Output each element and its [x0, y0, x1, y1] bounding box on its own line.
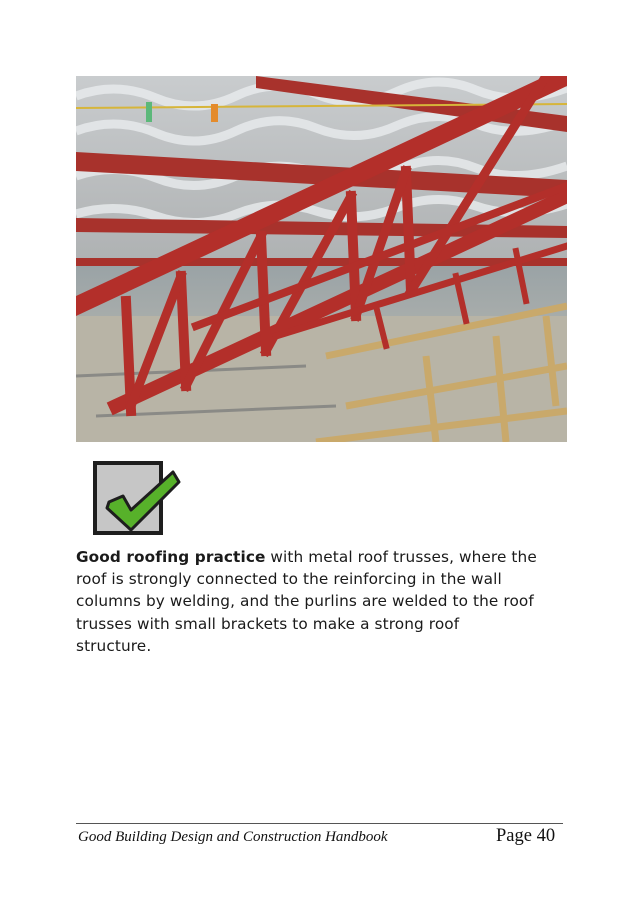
caption-line-1-rest: with metal roof trusses, where the [265, 548, 537, 566]
figure-caption [76, 546, 576, 657]
caption-line-4: trusses with small brackets to make a strong roof [76, 614, 460, 633]
footer-divider [76, 823, 563, 824]
caption-line-5: structure. [76, 636, 152, 655]
caption-line-3: columns by welding, and the purlins are welded to the roof [76, 592, 534, 611]
caption-line-1 [76, 546, 576, 568]
caption-lead: Good roofing practice [76, 548, 266, 566]
caption-line-2: roof is strongly connected to the reinforcing in the wall [76, 570, 502, 589]
checkmark-icon [91, 458, 183, 538]
footer-page-number: Page 40 [496, 826, 556, 846]
roof-truss-photo [76, 76, 567, 442]
footer-book-title: Good Building Design and Construction Handbook [78, 829, 388, 845]
